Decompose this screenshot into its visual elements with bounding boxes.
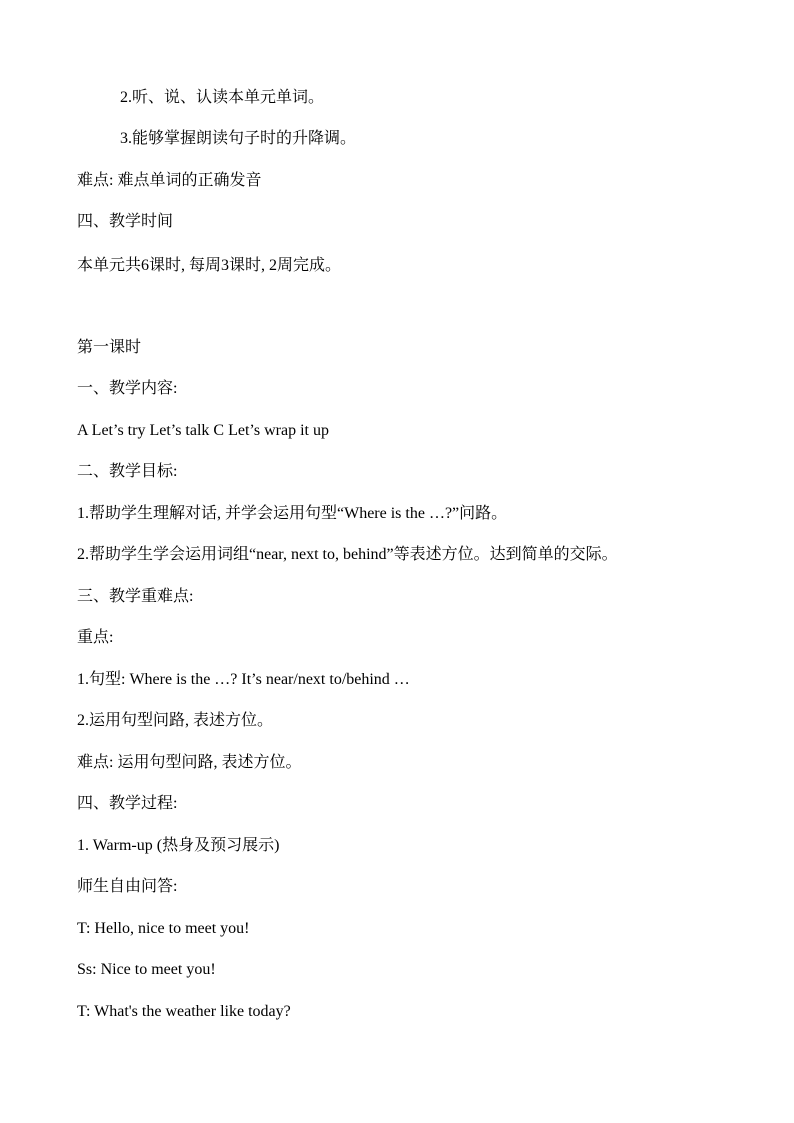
free-qa-label: 师生自由问答: <box>77 878 178 895</box>
goal-item-3: 3.能够掌握朗读句子时的升降调。 <box>120 130 357 147</box>
objective-item-2: 2.帮助学生学会运用词组“near, next to, behind”等表述方位。达到简单的交际。 <box>77 546 618 563</box>
section-process: 四、教学过程: <box>77 795 178 812</box>
key-points-label: 重点: <box>77 629 114 646</box>
dialogue-line-2: Ss: Nice to meet you! <box>77 961 216 978</box>
dialogue-line-1: T: Hello, nice to meet you! <box>77 920 250 937</box>
difficulty-line-2: 难点: 运用句型问路, 表述方位。 <box>77 754 302 771</box>
process-step-1: 1. Warm-up (热身及预习展示) <box>77 837 280 854</box>
difficulty-line: 难点: 难点单词的正确发音 <box>77 172 262 189</box>
objective-item-1: 1.帮助学生理解对话, 并学会运用句型“Where is the …?”问路。 <box>77 505 508 522</box>
dialogue-line-3: T: What's the weather like today? <box>77 1003 291 1020</box>
section-key-points: 三、教学重难点: <box>77 588 194 605</box>
key-point-item-2: 2.运用句型问路, 表述方位。 <box>77 712 274 729</box>
key-point-item-1: 1.句型: Where is the …? It’s near/next to/behind … <box>77 671 410 688</box>
teaching-time-text: 本单元共6课时, 每周3课时, 2周完成。 <box>77 257 342 274</box>
section-objectives: 二、教学目标: <box>77 463 178 480</box>
section-teaching-time: 四、教学时间 <box>77 213 174 230</box>
section-content: 一、教学内容: <box>77 380 178 397</box>
content-text: A Let’s try Let’s talk C Let’s wrap it up <box>77 422 329 439</box>
lesson-heading: 第一课时 <box>77 339 142 356</box>
goal-item-2: 2.听、说、认读本单元单词。 <box>120 89 325 106</box>
